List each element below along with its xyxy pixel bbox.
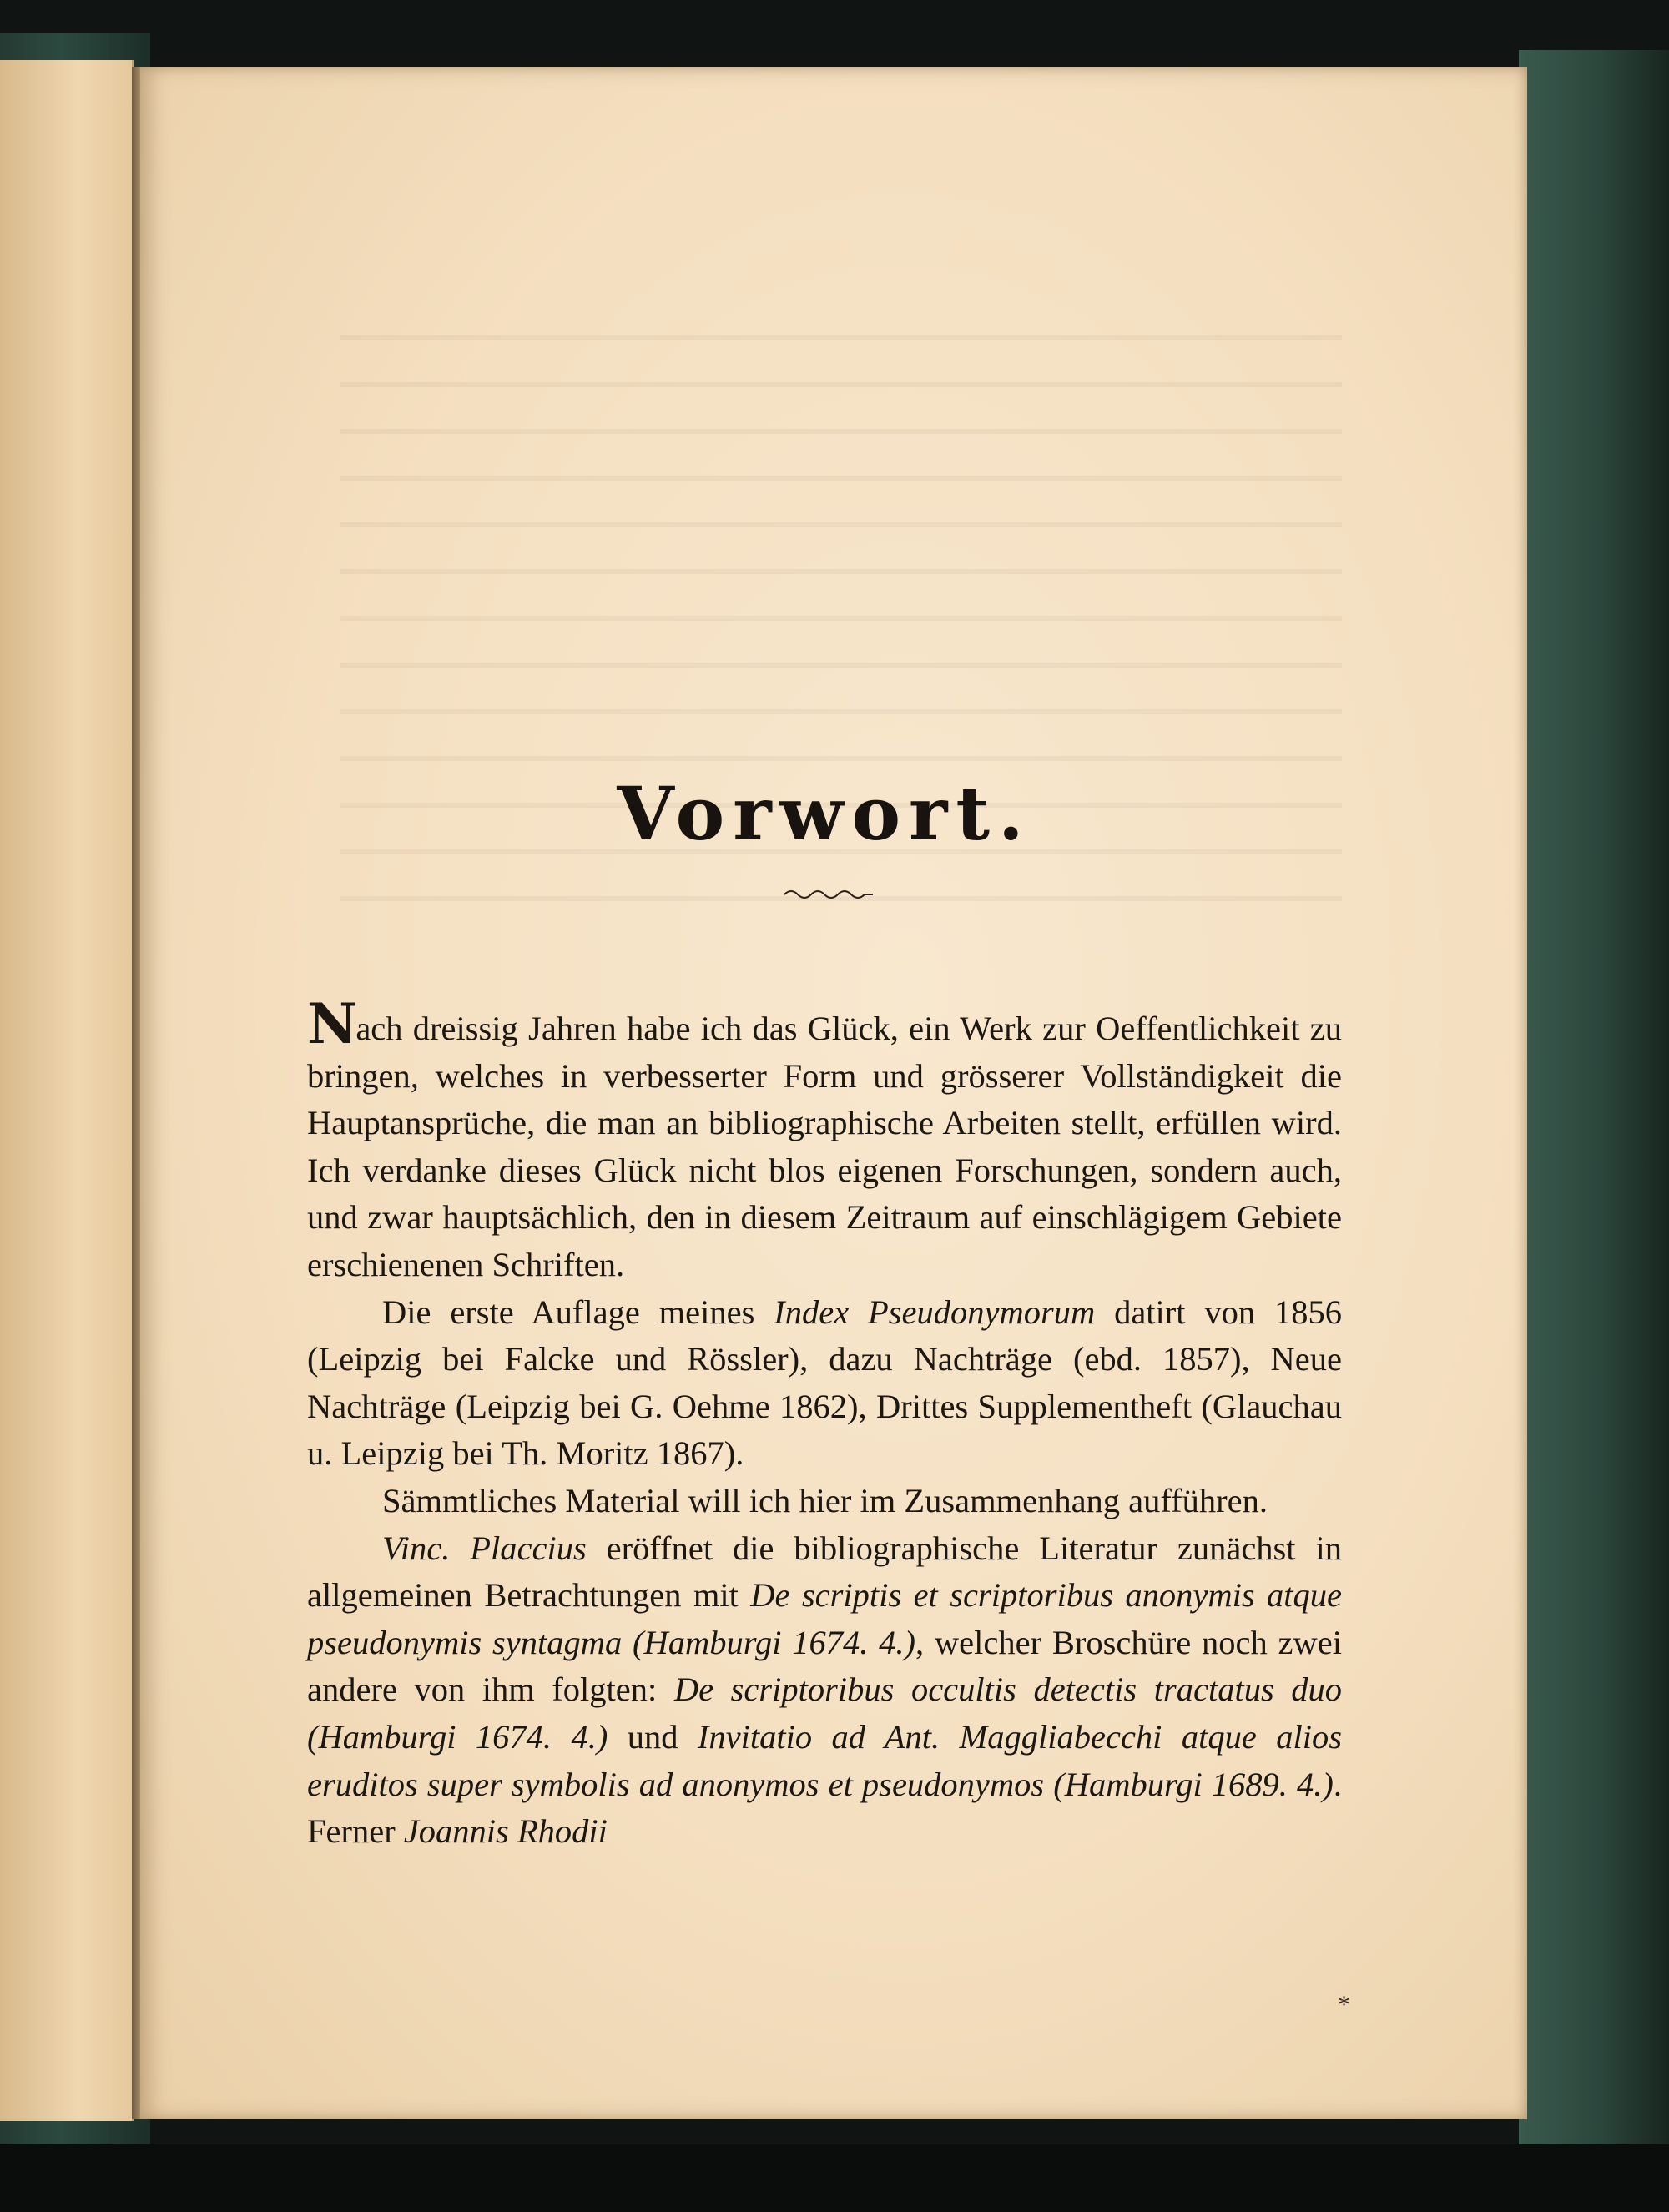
book-gutter [132, 67, 140, 2119]
text-run: Sämmtliches Material will ich hier im Zusammenhang aufführen. [382, 1481, 1268, 1519]
italic-citation: Vinc. Placcius [382, 1529, 587, 1567]
page-title: Vorwort. [617, 770, 1032, 857]
body-text [307, 991, 1343, 1856]
book-cover-right [1519, 50, 1669, 2186]
page-content [307, 67, 1350, 2069]
italic-citation: De scriptoribus occultis detectis tractatus duo (Hamburgi 1674. 4.) [307, 1670, 1343, 1756]
paragraph [307, 991, 1342, 1289]
text-run: datirt von 1856 (Leipzig bei Falcke und Rössler), dazu Nachträge (ebd. 1857), Neue Nachträge (Leipzig bei G. Oehme 1862), Drittes Supplementheft (Glauchau u. Leipzig bei Th. Moritz 1867). [307, 1292, 1342, 1473]
italic-citation: Invitatio ad Ant. Maggliabecchi atque alios eruditos super symbolis ad anonymos et pseudonymos (Hamburgi 1689. 4.) [307, 1717, 1343, 1803]
text-run: . Ferner [307, 1765, 1342, 1851]
text-run: Die erste Auflage meines [382, 1292, 774, 1331]
text-run: eröffnet die bibliographische Literatur zunächst in allgemeinen Betrachtungen mit [307, 1529, 1342, 1615]
paragraph [307, 1525, 1342, 1856]
signature-mark: * [1338, 1991, 1350, 2018]
title-ornament [783, 884, 875, 901]
text-run: und [608, 1717, 698, 1756]
italic-citation: Index Pseudonymorum [774, 1292, 1096, 1331]
book-page [140, 67, 1527, 2119]
paragraph [307, 1478, 1342, 1525]
text-run: , welcher Broschüre noch zwei andere von ihm folgten: [307, 1623, 1342, 1709]
background-bottom [0, 2144, 1669, 2212]
text-run: ach dreissig Jahren habe ich das Glück, ein Werk zur Oeffentlichkeit zu bringen, welches in verbesserter Form und grösserer Vollständigkeit die Hauptansprüche, die man an bibliographische Arbeiten stellt, erfüllen wird. Ich verdanke dieses Glück nicht blos eigenen Forschungen, sondern auch, und zwar hauptsächlich, den in diesem Zeitraum auf einschlägigem Gebiete erschienenen Schriften. [307, 1010, 1342, 1283]
italic-citation: Joannis Rhodii [403, 1812, 608, 1851]
paragraph [307, 1289, 1342, 1478]
facing-page-edge [0, 60, 134, 2121]
drop-cap: N [307, 991, 356, 1056]
italic-citation: De scriptis et scriptoribus anonymis atque pseudonymis syntagma (Hamburgi 1674. 4.) [307, 1576, 1342, 1661]
